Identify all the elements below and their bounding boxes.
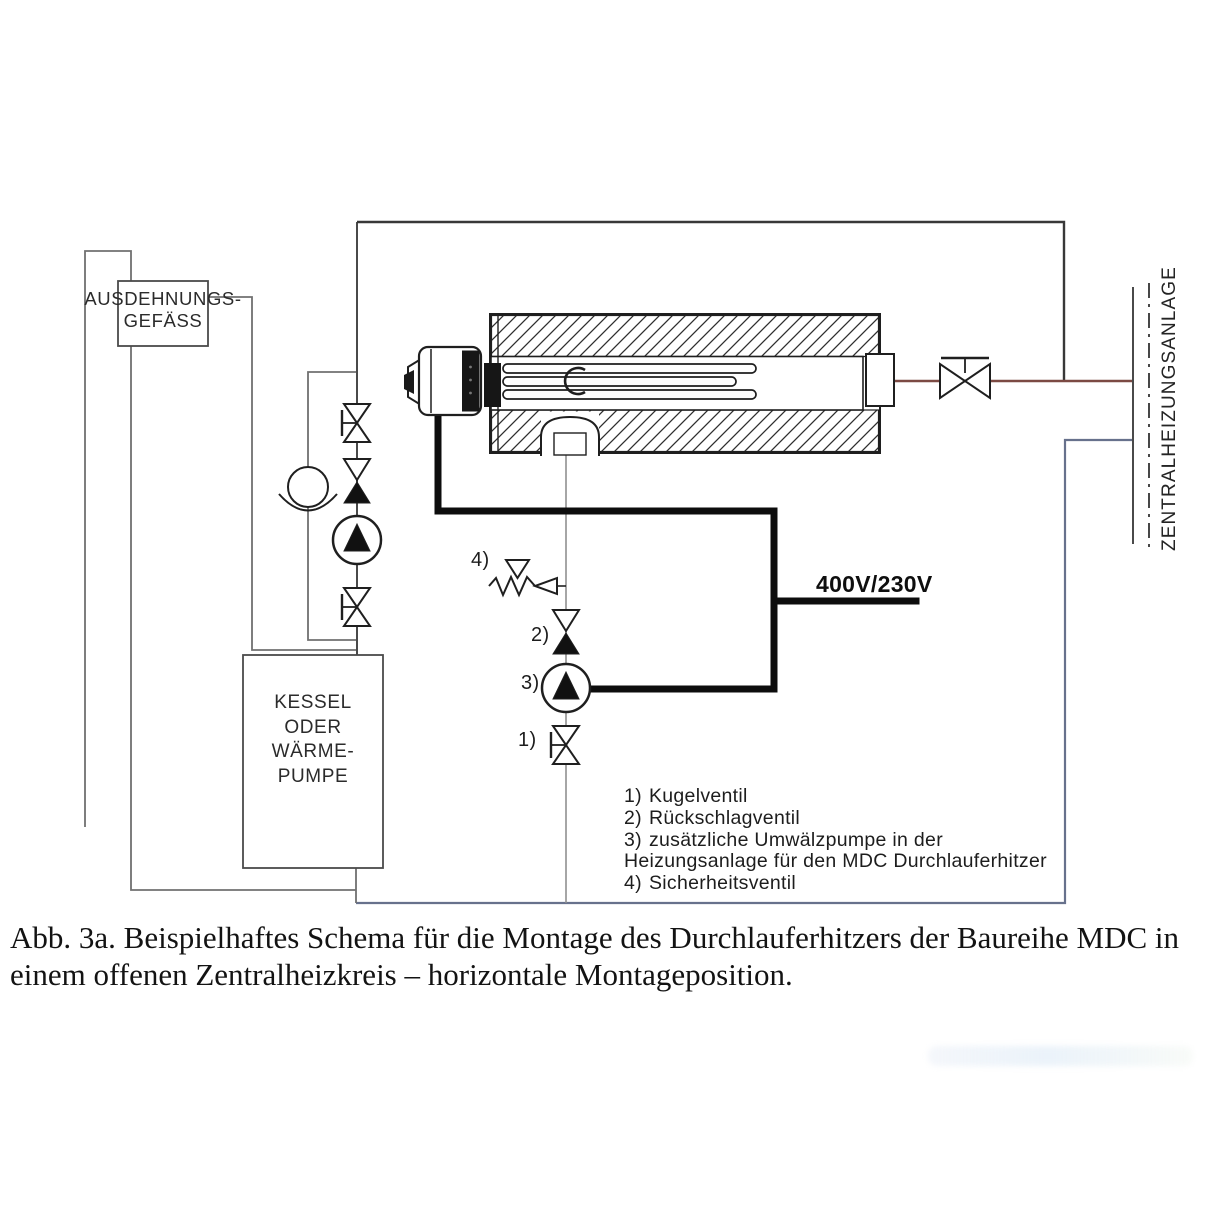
heating-rod: [503, 377, 736, 386]
legend: [624, 786, 1058, 895]
ball-valve-riser-top: [342, 404, 370, 442]
ball-valve-outlet: [940, 358, 990, 398]
ball-valve-branch: [551, 726, 579, 764]
callout-check-valve: 2): [531, 624, 550, 646]
callout-safety-valve: 4): [471, 549, 490, 571]
pump-branch: [542, 664, 590, 712]
callout-pump: 3): [521, 672, 540, 694]
legend-item-rueckschlagventil: 2) Rückschlagventil: [624, 806, 801, 829]
heater-hatch-top: [492, 316, 879, 357]
expansion-vessel-label: AUSDEHNUNGS- GEFÄSS: [84, 288, 242, 331]
heating-rod: [503, 390, 756, 399]
safety-valve: [489, 560, 566, 595]
pump-riser: [333, 516, 381, 564]
legend-item-kugelventil: 1) Kugelventil: [624, 785, 748, 807]
ball-valve-riser-bottom: [342, 588, 370, 626]
heater-outlet-fitting: [866, 354, 894, 406]
legend-item-sicherheitsventil: 4) Sicherheitsventil: [624, 872, 797, 895]
power-supply-label: 400V/230V: [816, 571, 933, 597]
figure-caption: Abb. 3a. Beispielhaftes Schema für die Montage des Durchlauferhitzers der Baureihe MDC in einem offenen Zentralheizkreis – horizontale Montageposition.: [10, 920, 1180, 992]
scan-smudge-artifact: [928, 1046, 1193, 1066]
expansion-branch-pipe: [208, 297, 357, 650]
gauge-symbol: [279, 467, 337, 511]
callout-ball-valve: 1): [518, 729, 537, 751]
legend-item-umwaelzpumpe: 3) zusätzliche Umwälzpumpe in der Heizungsanlage für den MDC Durchlauferhitzer: [624, 828, 1047, 873]
heater-assembly: [404, 314, 894, 456]
boiler-label: KESSEL ODER WÄRME- PUMPE: [271, 692, 355, 787]
heating-rod: [503, 364, 756, 373]
check-valve-branch: [553, 610, 579, 654]
central-heating-label: ZENTRALHEIZUNGSANLAGE: [1159, 266, 1180, 551]
check-valve-riser: [344, 459, 370, 503]
